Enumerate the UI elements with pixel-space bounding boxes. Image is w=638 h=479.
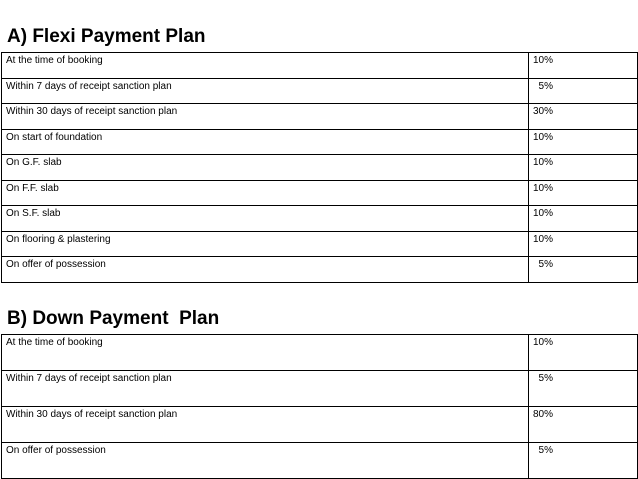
stage-cell: At the time of booking bbox=[2, 335, 529, 371]
percent-cell: 5% bbox=[529, 257, 638, 283]
table-row bbox=[2, 231, 638, 257]
table-row bbox=[2, 443, 638, 479]
table-row bbox=[2, 129, 638, 155]
flexi-plan-title: A) Flexi Payment Plan bbox=[7, 26, 206, 47]
table-row bbox=[2, 257, 638, 283]
stage-cell: On S.F. slab bbox=[2, 206, 529, 232]
down-plan-table bbox=[1, 334, 638, 479]
table-row bbox=[2, 371, 638, 407]
table-row bbox=[2, 335, 638, 371]
stage-cell: On start of foundation bbox=[2, 129, 529, 155]
percent-cell: 10% bbox=[529, 206, 638, 232]
percent-cell: 5% bbox=[529, 443, 638, 479]
table-row bbox=[2, 180, 638, 206]
down-plan-title: B) Down Payment Plan bbox=[7, 308, 220, 329]
stage-cell: On G.F. slab bbox=[2, 155, 529, 181]
stage-cell: At the time of booking bbox=[2, 53, 529, 79]
table-row bbox=[2, 78, 638, 104]
percent-cell: 10% bbox=[529, 129, 638, 155]
table-row bbox=[2, 206, 638, 232]
percent-cell: 10% bbox=[529, 180, 638, 206]
percent-cell: 30% bbox=[529, 104, 638, 130]
percent-cell: 80% bbox=[529, 407, 638, 443]
table-row bbox=[2, 407, 638, 443]
table-row bbox=[2, 155, 638, 181]
percent-cell: 10% bbox=[529, 53, 638, 79]
percent-cell: 5% bbox=[529, 78, 638, 104]
stage-cell: On offer of possession bbox=[2, 443, 529, 479]
table-row bbox=[2, 104, 638, 130]
stage-cell: On offer of possession bbox=[2, 257, 529, 283]
flexi-plan-table bbox=[1, 52, 638, 283]
stage-cell: Within 30 days of receipt sanction plan bbox=[2, 104, 529, 130]
stage-cell: Within 7 days of receipt sanction plan bbox=[2, 78, 529, 104]
percent-cell: 10% bbox=[529, 155, 638, 181]
stage-cell: On flooring & plastering bbox=[2, 231, 529, 257]
percent-cell: 10% bbox=[529, 231, 638, 257]
table-row bbox=[2, 53, 638, 79]
stage-cell: Within 7 days of receipt sanction plan bbox=[2, 371, 529, 407]
stage-cell: On F.F. slab bbox=[2, 180, 529, 206]
percent-cell: 10% bbox=[529, 335, 638, 371]
stage-cell: Within 30 days of receipt sanction plan bbox=[2, 407, 529, 443]
percent-cell: 5% bbox=[529, 371, 638, 407]
